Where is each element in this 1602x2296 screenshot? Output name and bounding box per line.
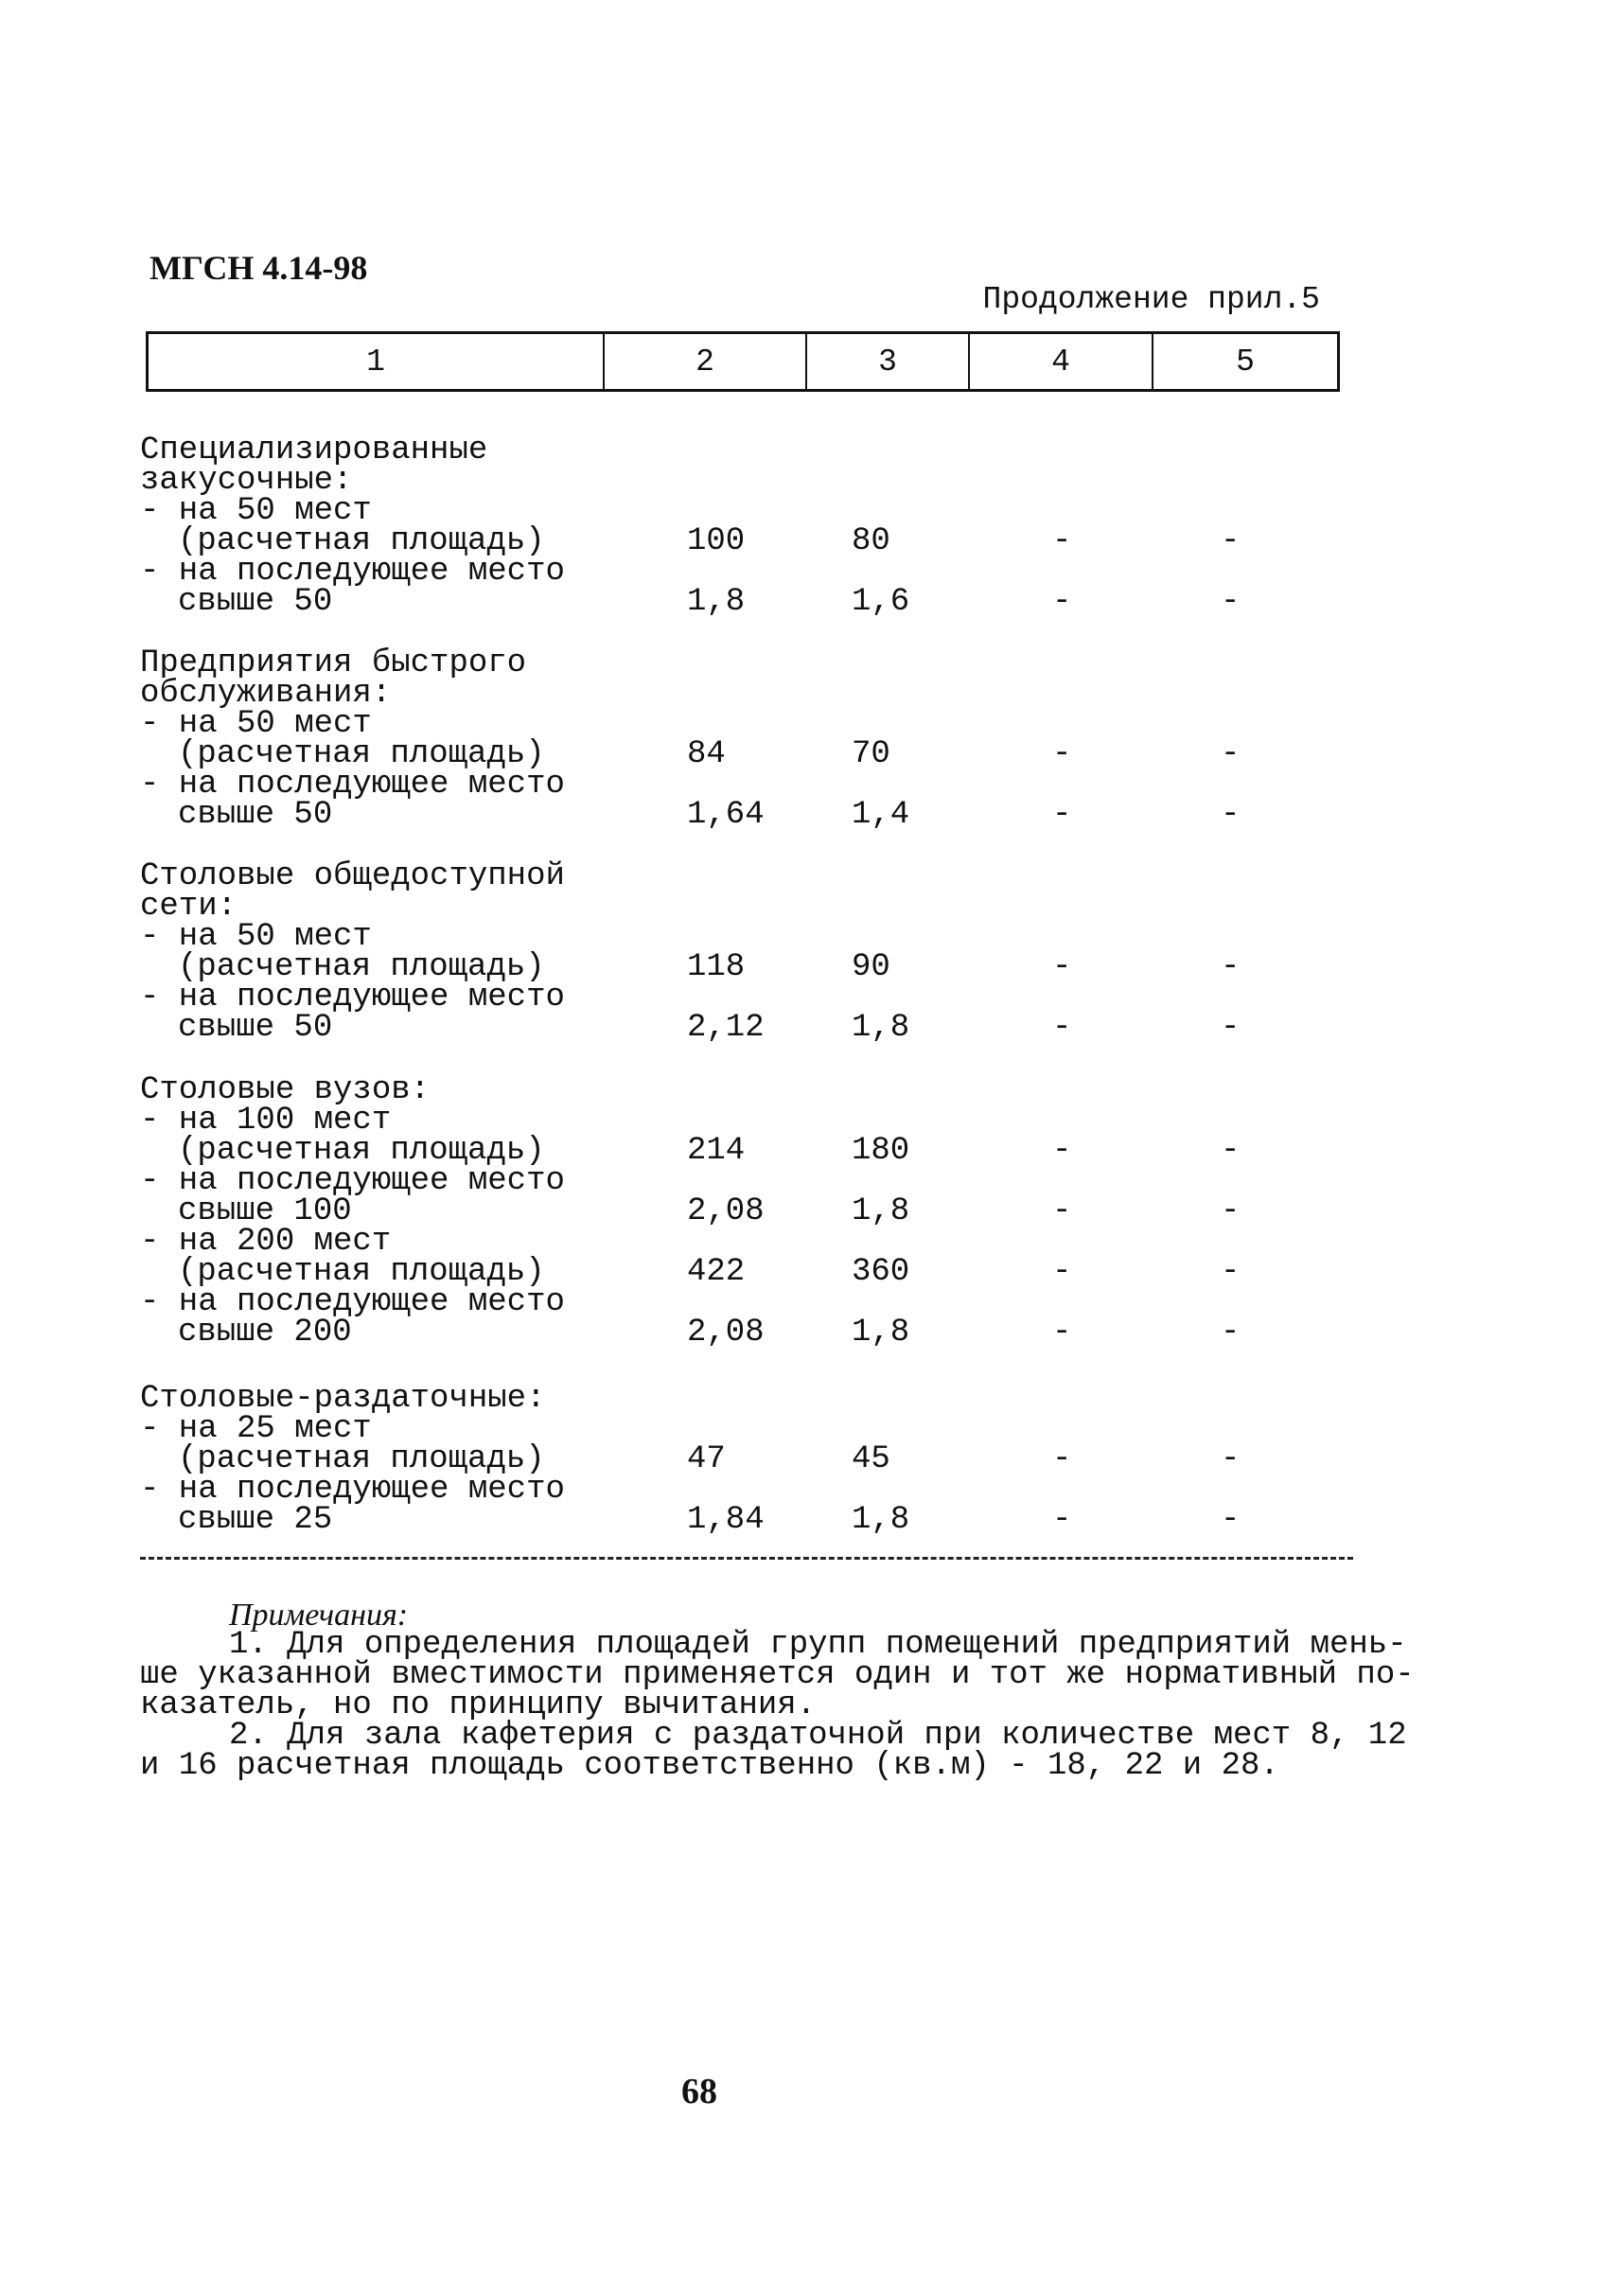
cell-value-col-2: 118 (687, 949, 746, 985)
cell-value-col-2: 214 (687, 1133, 746, 1169)
note-line: 1. Для определения площадей групп помещений предприятий мень- (229, 1627, 1407, 1663)
cell-value-col-3: 1,4 (852, 797, 910, 833)
cell-value-col-3: 70 (852, 736, 890, 772)
row-label-line: - на последующее место (140, 1472, 565, 1508)
cell-value-col-4: - (1052, 1502, 1072, 1538)
cell-value-col-4: - (1052, 1193, 1072, 1229)
row-label-line: (расчетная площадь) (178, 1133, 545, 1169)
page-number: 68 (681, 2072, 717, 2111)
note-line: казатель, но по принципу вычитания. (140, 1687, 817, 1723)
column-header-4: 4 (970, 334, 1153, 389)
cell-value-col-2: 422 (687, 1254, 746, 1290)
cell-value-col-5: - (1221, 523, 1241, 559)
note-line: ше указанной вместимости применяется один и тот же нормативный по- (140, 1657, 1415, 1693)
row-label-line: свыше 25 (178, 1502, 333, 1538)
cell-value-col-5: - (1221, 1254, 1241, 1290)
cell-value-col-3: 1,6 (852, 584, 910, 620)
cell-value-col-5: - (1221, 1193, 1241, 1229)
cell-value-col-3: 1,8 (852, 1010, 910, 1046)
group-title-line: Специализированные (140, 433, 488, 468)
table-header (146, 331, 1340, 392)
row-label-line: свыше 50 (178, 1010, 333, 1046)
row-label-line: - на последующее место (140, 1163, 565, 1199)
cell-value-col-2: 84 (687, 736, 726, 772)
column-header-5: 5 (1236, 344, 1255, 380)
row-label-line: (расчетная площадь) (178, 1441, 545, 1477)
note-line: и 16 расчетная площадь соответственно (кв.м) - 18, 22 и 28. (140, 1748, 1279, 1784)
column-header-3: 3 (807, 334, 970, 389)
group-title-line: обслуживания: (140, 676, 392, 712)
cell-value-col-3: 45 (852, 1441, 890, 1477)
column-header-2: 2 (605, 334, 807, 389)
row-label-line: - на 50 мест (140, 919, 372, 955)
cell-value-col-4: - (1052, 1441, 1072, 1477)
row-label-line: (расчетная площадь) (178, 949, 545, 985)
cell-value-col-4: - (1052, 797, 1072, 833)
group-title-line: сети: (140, 889, 238, 925)
cell-value-col-3: 1,8 (852, 1315, 910, 1351)
group-title-line: Столовые-раздаточные: (140, 1381, 546, 1417)
cell-value-col-4: - (1052, 584, 1072, 620)
cell-value-col-4: - (1052, 736, 1072, 772)
cell-value-col-5: - (1221, 1133, 1241, 1169)
row-label-line: (расчетная площадь) (178, 1254, 545, 1290)
document-code: МГСН 4.14-98 (150, 249, 368, 287)
cell-value-col-2: 2,12 (687, 1010, 765, 1046)
row-label-line: - на последующее место (140, 554, 565, 590)
row-label-line: - на последующее место (140, 1284, 565, 1320)
cell-value-col-4: - (1052, 1254, 1072, 1290)
row-label-line: - на последующее место (140, 980, 565, 1016)
column-header-1: 1 (149, 334, 605, 389)
cell-value-col-3: 360 (852, 1254, 910, 1290)
row-label-line: - на последующее место (140, 767, 565, 803)
cell-value-col-5: - (1221, 584, 1241, 620)
cell-value-col-4: - (1052, 949, 1072, 985)
row-label-line: свыше 50 (178, 584, 333, 620)
cell-value-col-4: - (1052, 1133, 1072, 1169)
row-label-line: - на 50 мест (140, 706, 372, 742)
row-label-line: (расчетная площадь) (178, 736, 545, 772)
group-title-line: Столовые общедоступной (140, 858, 565, 894)
table-end-rule (140, 1557, 1353, 1560)
cell-value-col-4: - (1052, 523, 1072, 559)
row-label-line: - на 50 мест (140, 493, 372, 529)
group-title-line: Предприятия быстрого (140, 645, 527, 681)
cell-value-col-4: - (1052, 1315, 1072, 1351)
cell-value-col-2: 2,08 (687, 1193, 765, 1229)
row-label-line: - на 25 мест (140, 1411, 372, 1447)
cell-value-col-5: - (1221, 1502, 1241, 1538)
cell-value-col-3: 90 (852, 949, 890, 985)
cell-value-col-3: 80 (852, 523, 890, 559)
cell-value-col-4: - (1052, 1010, 1072, 1046)
cell-value-col-2: 1,8 (687, 584, 746, 620)
cell-value-col-3: 180 (852, 1133, 910, 1169)
row-label-line: - на 200 мест (140, 1224, 392, 1260)
cell-value-col-2: 1,64 (687, 797, 765, 833)
row-label-line: свыше 50 (178, 797, 333, 833)
cell-value-col-5: - (1221, 736, 1241, 772)
continuation-label: Продолжение прил.5 (982, 282, 1320, 317)
cell-value-col-5: - (1221, 797, 1241, 833)
cell-value-col-2: 1,84 (687, 1502, 765, 1538)
cell-value-col-5: - (1221, 949, 1241, 985)
row-label-line: (расчетная площадь) (178, 523, 545, 559)
group-title-line: закусочные: (140, 463, 353, 499)
cell-value-col-5: - (1221, 1010, 1241, 1046)
note-line: 2. Для зала кафетерия с раздаточной при количестве мест 8, 12 (229, 1718, 1407, 1754)
cell-value-col-5: - (1221, 1441, 1241, 1477)
cell-value-col-2: 2,08 (687, 1315, 765, 1351)
cell-value-col-5: - (1221, 1315, 1241, 1351)
notes-title: Примечания: (229, 1598, 409, 1633)
row-label-line: - на 100 мест (140, 1103, 392, 1139)
cell-value-col-2: 100 (687, 523, 746, 559)
row-label-line: свыше 100 (178, 1193, 352, 1229)
cell-value-col-3: 1,8 (852, 1193, 910, 1229)
row-label-line: свыше 200 (178, 1315, 352, 1351)
group-title-line: Столовые вузов: (140, 1072, 431, 1108)
cell-value-col-2: 47 (687, 1441, 726, 1477)
cell-value-col-3: 1,8 (852, 1502, 910, 1538)
